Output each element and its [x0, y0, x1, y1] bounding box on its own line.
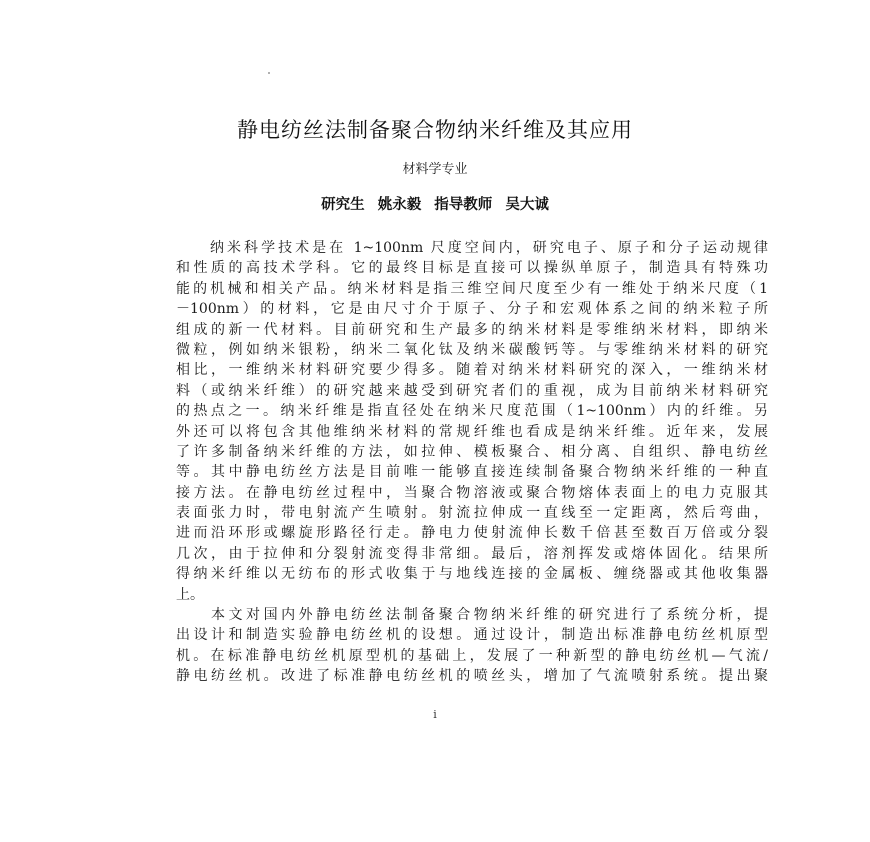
body-line: 和性质的高技术学科。它的最终目标是直接可以操纵单原子，制造具有特殊功: [176, 260, 768, 277]
body-line: 了许多制备纳米纤维的方法，如拉伸、模板聚合、相分离、自组织、静电纺丝: [176, 443, 768, 460]
major-label: 材料学专业: [402, 162, 468, 177]
body-line: 机。在标准静电纺丝机原型机的基础上，发展了一种新型的静电纺丝机—气流/: [176, 647, 768, 664]
abstract-body: [176, 238, 768, 687]
body-line: 料（或纳米纤维）的研究越来越受到研究者们的重视，成为目前纳米材料研究: [176, 382, 768, 399]
body-line: 几次，由于拉伸和分裂射流变得非常细。最后，溶剂挥发或熔体固化。结果所: [176, 545, 768, 562]
body-line: 等。其中静电纺丝方法是目前唯一能够直接连续制备聚合物纳米纤维的一种直: [176, 464, 768, 481]
body-line: 静电纺丝机。改进了标准静电纺丝机的喷丝头，增加了气流喷射系统。提出聚: [176, 668, 768, 685]
student-role: 研究生: [321, 196, 365, 213]
page-number: i: [433, 708, 437, 721]
body-line: 相比，一维纳米材料研究要少得多。随着对纳米材料研究的深入，一维纳米材: [176, 362, 768, 379]
body-line: 组成的新一代材料。目前研究和生产最多的纳米材料是零维纳米材料，即纳米: [176, 321, 768, 338]
body-line: 出设计和制造实验静电纺丝机的设想。通过设计，制造出标准静电纺丝机原型: [176, 627, 768, 644]
paper-title: 静电纺丝法制备聚合物纳米纤维及其应用: [237, 118, 633, 142]
student-name: 姚永毅: [377, 196, 422, 213]
body-line: 接方法。在静电纺丝过程中，当聚合物溶液或聚合物熔体表面上的电力克服其: [176, 484, 768, 501]
advisor-role: 指导教师: [434, 196, 493, 213]
body-line: 上。: [176, 586, 204, 603]
body-line: 纳米科学技术是在 1~100nm 尺度空间内，研究电子、原子和分子运动规律: [176, 240, 768, 256]
body-line: 的热点之一。纳米纤维是指直径处在纳米尺度范围（1~100nm）内的纤维。另: [176, 403, 768, 420]
body-line: －100nm）的材料，它是由尺寸介于原子、分子和宏观体系之间的纳米粒子所: [176, 301, 768, 318]
body-line: 进而沿环形或螺旋形路径行走。静电力使射流伸长数千倍甚至数百万倍或分裂: [176, 525, 768, 542]
body-line: 外还可以将包含其他维纳米材料的常规纤维也看成是纳米纤维。近年来，发展: [176, 423, 768, 440]
body-line: 本文对国内外静电纺丝法制备聚合物纳米纤维的研究进行了系统分析，提: [176, 607, 768, 624]
advisor-name: 吴大诚: [505, 196, 549, 213]
body-line: 能的机械和相关产品。纳米材料是指三维空间尺度至少有一维处于纳米尺度（1: [176, 280, 768, 297]
scan-speck: [268, 72, 270, 74]
author-line: [0, 193, 870, 214]
body-line: 得纳米纤维以无纺布的形式收集于与地线连接的金属板、缠绕器或其他收集器: [176, 566, 768, 583]
body-line: 微粒，例如纳米银粉，纳米二氧化钛及纳米碳酸钙等。与零维纳米材料的研究: [176, 341, 768, 358]
body-line: 表面张力时，带电射流产生喷射。射流拉伸成一直线至一定距离，然后弯曲，: [176, 505, 768, 522]
